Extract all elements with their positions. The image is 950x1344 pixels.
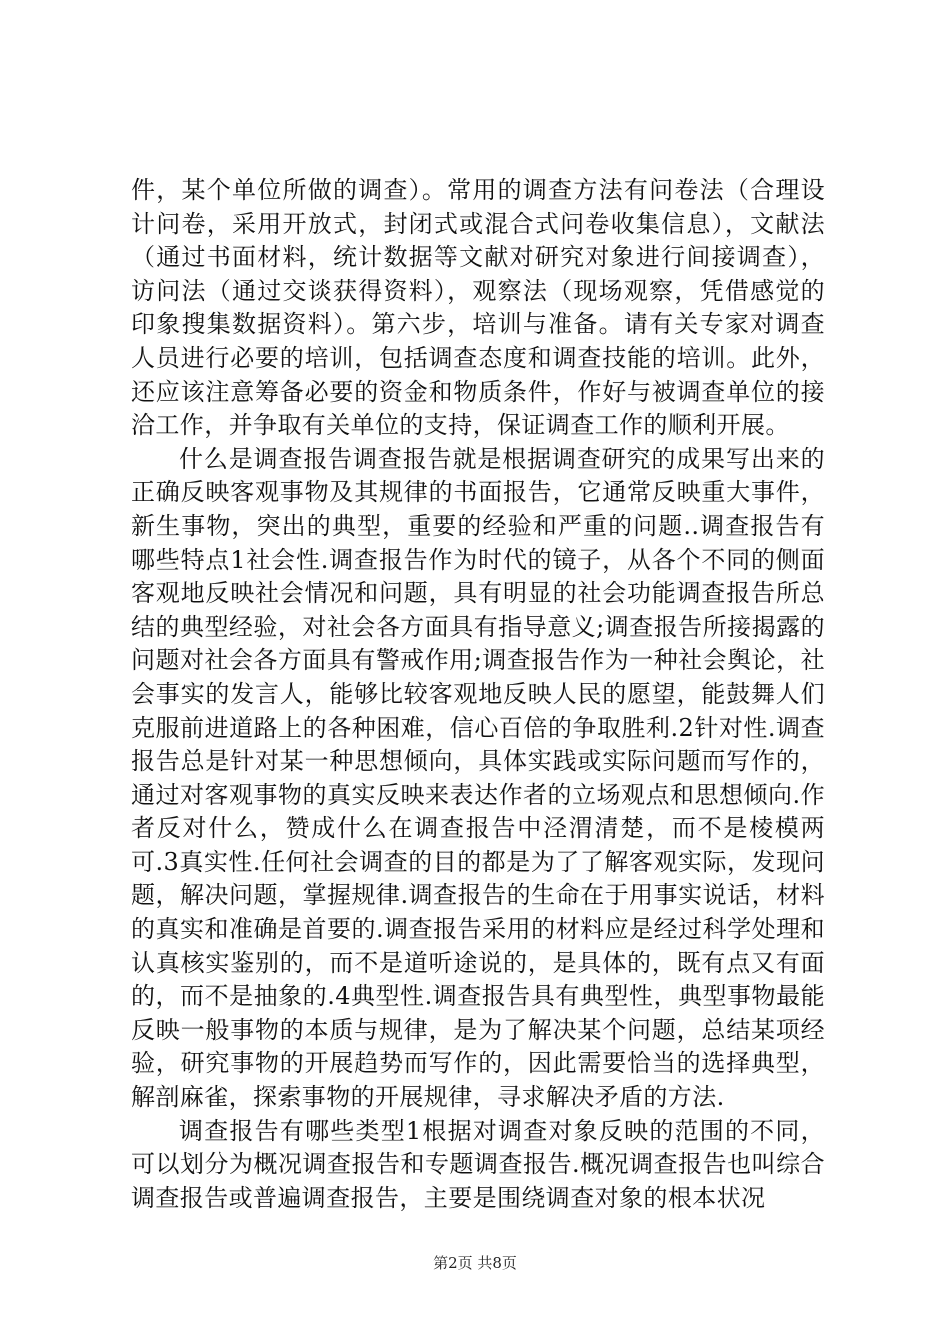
paragraph-report-definition: 什么是调查报告调查报告就是根据调查研究的成果写出来的正确反映客观事物及其规律的书面报告，它通常反映重大事件，新生事物，突出的典型，重要的经验和严重的问题..调查报告有哪些特点1社会性.调查报告作为时代的镜子，从各个不同的侧面客观地反映社会情况和问题，具有明显的社会功能调查报告所总结的典型经验，对社会各方面具有指导意义;调查报告所接揭露的问题对社会各方面具有警戒作用;调查报告作为一种社会舆论，社会事实的发言人，能够比较客观地反映人民的愿望，能鼓舞人们克服前进道路上的各种困难，信心百倍的争取胜利.2针对性.调查报告总是针对某一种思想倾向，具体实践或实际问题而写作的，通过对客观事物的真实反映来表达作者的立场观点和思想倾向.作者反对什么，赞成什么在调查报告中泾渭清楚，而不是棱模两可.3真实性.任何社会调查的目的都是为了了解客观实际，发现问题，解决问题，掌握规律.调查报告的生命在于用事实说话，材料的真实和准确是首要的.调查报告采用的材料应是经过科学处理和认真核实鉴别的，而不是道听途说的，是具体的，既有点又有面的，而不是抽象的.4典型性.调查报告具有典型性，典型事物最能反映一般事物的本质与规律，是为了解决某个问题，总结某项经验，研究事物的开展趋势而写作的，因此需要恰当的选择典型，解剖麻雀，探索事物的开展规律，寻求解决矛盾的方法. xyxy=(131,444,825,1112)
paragraph-report-types: 调查报告有哪些类型1根据对调查对象反映的范围的不同，可以划分为概况调查报告和专题调查报告.概况调查报告也叫综合调查报告或普遍调查报告，主要是围绕调查对象的根本状况 xyxy=(131,1116,825,1212)
document-body xyxy=(131,174,825,1215)
paragraph-methods: 件，某个单位所做的调查）。常用的调查方法有问卷法（合理设计问卷，采用开放式，封闭式或混合式问卷收集信息），文献法（通过书面材料，统计数据等文献对研究对象进行间接调查），访问法（通过交谈获得资料），观察法（现场观察，凭借感觉的印象搜集数据资料）。第六步，培训与准备。请有关专家对调查人员进行必要的培训，包括调查态度和调查技能的培训。此外，还应该注意筹备必要的资金和物质条件，作好与被调查单位的接洽工作，并争取有关单位的支持，保证调查工作的顺利开展。 xyxy=(131,176,825,440)
page-number-footer: 第2页 共8页 xyxy=(433,1254,517,1272)
